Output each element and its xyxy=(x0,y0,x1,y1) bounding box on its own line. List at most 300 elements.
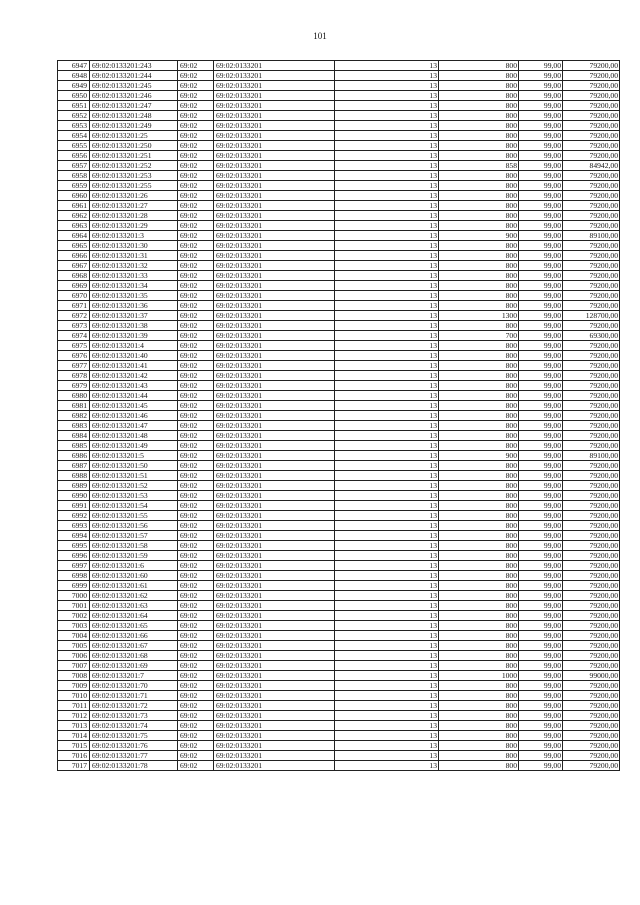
row-number-cell: 6966 xyxy=(58,251,90,261)
row-number-cell: 6993 xyxy=(58,521,90,531)
district-code-cell: 69:02 xyxy=(178,261,214,271)
table-row xyxy=(58,441,620,451)
district-code-cell: 69:02 xyxy=(178,361,214,371)
quarter-number-cell: 69:02:0133201 xyxy=(214,751,335,761)
cadastral-number-cell: 69:02:0133201:5 xyxy=(90,451,178,461)
area-cell: 1300 xyxy=(439,311,519,321)
area-cell: 800 xyxy=(439,301,519,311)
cadastral-number-cell: 69:02:0133201:64 xyxy=(90,611,178,621)
table-row xyxy=(58,101,620,111)
table-row xyxy=(58,91,620,101)
quarter-number-cell: 69:02:0133201 xyxy=(214,641,335,651)
quarter-number-cell: 69:02:0133201 xyxy=(214,441,335,451)
total-value-cell: 79200,00 xyxy=(563,211,620,221)
unit-value-cell: 99,00 xyxy=(519,91,563,101)
total-value-cell: 79200,00 xyxy=(563,121,620,131)
category-code-cell: 13 xyxy=(335,701,439,711)
table-row xyxy=(58,401,620,411)
table-row xyxy=(58,141,620,151)
unit-value-cell: 99,00 xyxy=(519,741,563,751)
quarter-number-cell: 69:02:0133201 xyxy=(214,411,335,421)
quarter-number-cell: 69:02:0133201 xyxy=(214,431,335,441)
district-code-cell: 69:02 xyxy=(178,631,214,641)
category-code-cell: 13 xyxy=(335,601,439,611)
total-value-cell: 79200,00 xyxy=(563,691,620,701)
table-row xyxy=(58,661,620,671)
table-row xyxy=(58,111,620,121)
total-value-cell: 79200,00 xyxy=(563,351,620,361)
district-code-cell: 69:02 xyxy=(178,301,214,311)
district-code-cell: 69:02 xyxy=(178,461,214,471)
unit-value-cell: 99,00 xyxy=(519,751,563,761)
unit-value-cell: 99,00 xyxy=(519,71,563,81)
row-number-cell: 6964 xyxy=(58,231,90,241)
unit-value-cell: 99,00 xyxy=(519,691,563,701)
unit-value-cell: 99,00 xyxy=(519,61,563,71)
quarter-number-cell: 69:02:0133201 xyxy=(214,551,335,561)
district-code-cell: 69:02 xyxy=(178,731,214,741)
row-number-cell: 7011 xyxy=(58,701,90,711)
row-number-cell: 6954 xyxy=(58,131,90,141)
unit-value-cell: 99,00 xyxy=(519,111,563,121)
row-number-cell: 6991 xyxy=(58,501,90,511)
row-number-cell: 6990 xyxy=(58,491,90,501)
table-row xyxy=(58,261,620,271)
row-number-cell: 7014 xyxy=(58,731,90,741)
unit-value-cell: 99,00 xyxy=(519,371,563,381)
table-row xyxy=(58,691,620,701)
district-code-cell: 69:02 xyxy=(178,441,214,451)
quarter-number-cell: 69:02:0133201 xyxy=(214,621,335,631)
unit-value-cell: 99,00 xyxy=(519,231,563,241)
category-code-cell: 13 xyxy=(335,91,439,101)
quarter-number-cell: 69:02:0133201 xyxy=(214,601,335,611)
category-code-cell: 13 xyxy=(335,101,439,111)
category-code-cell: 13 xyxy=(335,531,439,541)
area-cell: 800 xyxy=(439,681,519,691)
area-cell: 800 xyxy=(439,741,519,751)
total-value-cell: 79200,00 xyxy=(563,501,620,511)
quarter-number-cell: 69:02:0133201 xyxy=(214,731,335,741)
district-code-cell: 69:02 xyxy=(178,641,214,651)
cadastral-number-cell: 69:02:0133201:3 xyxy=(90,231,178,241)
district-code-cell: 69:02 xyxy=(178,591,214,601)
quarter-number-cell: 69:02:0133201 xyxy=(214,741,335,751)
cadastral-number-cell: 69:02:0133201:252 xyxy=(90,161,178,171)
category-code-cell: 13 xyxy=(335,641,439,651)
row-number-cell: 7000 xyxy=(58,591,90,601)
unit-value-cell: 99,00 xyxy=(519,261,563,271)
unit-value-cell: 99,00 xyxy=(519,561,563,571)
total-value-cell: 79200,00 xyxy=(563,531,620,541)
row-number-cell: 6983 xyxy=(58,421,90,431)
unit-value-cell: 99,00 xyxy=(519,711,563,721)
table-row xyxy=(58,461,620,471)
total-value-cell: 79200,00 xyxy=(563,761,620,771)
total-value-cell: 79200,00 xyxy=(563,681,620,691)
total-value-cell: 79200,00 xyxy=(563,421,620,431)
row-number-cell: 6960 xyxy=(58,191,90,201)
table-row xyxy=(58,751,620,761)
total-value-cell: 79200,00 xyxy=(563,81,620,91)
category-code-cell: 13 xyxy=(335,651,439,661)
total-value-cell: 79200,00 xyxy=(563,411,620,421)
quarter-number-cell: 69:02:0133201 xyxy=(214,491,335,501)
unit-value-cell: 99,00 xyxy=(519,81,563,91)
area-cell: 800 xyxy=(439,71,519,81)
district-code-cell: 69:02 xyxy=(178,551,214,561)
table-row xyxy=(58,321,620,331)
row-number-cell: 6955 xyxy=(58,141,90,151)
table-row xyxy=(58,61,620,71)
area-cell: 800 xyxy=(439,461,519,471)
quarter-number-cell: 69:02:0133201 xyxy=(214,301,335,311)
category-code-cell: 13 xyxy=(335,251,439,261)
unit-value-cell: 99,00 xyxy=(519,311,563,321)
district-code-cell: 69:02 xyxy=(178,651,214,661)
cadastral-number-cell: 69:02:0133201:69 xyxy=(90,661,178,671)
unit-value-cell: 99,00 xyxy=(519,471,563,481)
total-value-cell: 79200,00 xyxy=(563,541,620,551)
table-row xyxy=(58,151,620,161)
quarter-number-cell: 69:02:0133201 xyxy=(214,691,335,701)
category-code-cell: 13 xyxy=(335,241,439,251)
district-code-cell: 69:02 xyxy=(178,191,214,201)
cadastral-number-cell: 69:02:0133201:57 xyxy=(90,531,178,541)
area-cell: 800 xyxy=(439,361,519,371)
category-code-cell: 13 xyxy=(335,751,439,761)
quarter-number-cell: 69:02:0133201 xyxy=(214,361,335,371)
cadastral-number-cell: 69:02:0133201:42 xyxy=(90,371,178,381)
row-number-cell: 6963 xyxy=(58,221,90,231)
category-code-cell: 13 xyxy=(335,721,439,731)
category-code-cell: 13 xyxy=(335,131,439,141)
quarter-number-cell: 69:02:0133201 xyxy=(214,61,335,71)
unit-value-cell: 99,00 xyxy=(519,241,563,251)
total-value-cell: 79200,00 xyxy=(563,251,620,261)
table-row xyxy=(58,291,620,301)
cadastral-number-cell: 69:02:0133201:38 xyxy=(90,321,178,331)
cadastral-number-cell: 69:02:0133201:253 xyxy=(90,171,178,181)
district-code-cell: 69:02 xyxy=(178,511,214,521)
area-cell: 858 xyxy=(439,161,519,171)
row-number-cell: 6980 xyxy=(58,391,90,401)
row-number-cell: 6987 xyxy=(58,461,90,471)
row-number-cell: 6947 xyxy=(58,61,90,71)
district-code-cell: 69:02 xyxy=(178,101,214,111)
total-value-cell: 89100,00 xyxy=(563,231,620,241)
cadastral-number-cell: 69:02:0133201:75 xyxy=(90,731,178,741)
total-value-cell: 79200,00 xyxy=(563,291,620,301)
row-number-cell: 6979 xyxy=(58,381,90,391)
row-number-cell: 6953 xyxy=(58,121,90,131)
row-number-cell: 6971 xyxy=(58,301,90,311)
category-code-cell: 13 xyxy=(335,61,439,71)
table-row xyxy=(58,471,620,481)
table-row xyxy=(58,271,620,281)
cadastral-number-cell: 69:02:0133201:250 xyxy=(90,141,178,151)
cadastral-number-cell: 69:02:0133201:36 xyxy=(90,301,178,311)
district-code-cell: 69:02 xyxy=(178,481,214,491)
cadastral-number-cell: 69:02:0133201:25 xyxy=(90,131,178,141)
row-number-cell: 6957 xyxy=(58,161,90,171)
category-code-cell: 13 xyxy=(335,551,439,561)
area-cell: 800 xyxy=(439,421,519,431)
district-code-cell: 69:02 xyxy=(178,381,214,391)
table-row xyxy=(58,381,620,391)
category-code-cell: 13 xyxy=(335,471,439,481)
total-value-cell: 79200,00 xyxy=(563,341,620,351)
district-code-cell: 69:02 xyxy=(178,151,214,161)
row-number-cell: 6961 xyxy=(58,201,90,211)
row-number-cell: 7001 xyxy=(58,601,90,611)
row-number-cell: 6975 xyxy=(58,341,90,351)
table-row xyxy=(58,251,620,261)
quarter-number-cell: 69:02:0133201 xyxy=(214,761,335,771)
category-code-cell: 13 xyxy=(335,451,439,461)
category-code-cell: 13 xyxy=(335,141,439,151)
total-value-cell: 79200,00 xyxy=(563,651,620,661)
unit-value-cell: 99,00 xyxy=(519,211,563,221)
table-row xyxy=(58,481,620,491)
quarter-number-cell: 69:02:0133201 xyxy=(214,451,335,461)
row-number-cell: 6995 xyxy=(58,541,90,551)
total-value-cell: 79200,00 xyxy=(563,131,620,141)
district-code-cell: 69:02 xyxy=(178,401,214,411)
table-row xyxy=(58,601,620,611)
total-value-cell: 79200,00 xyxy=(563,581,620,591)
quarter-number-cell: 69:02:0133201 xyxy=(214,381,335,391)
table-row xyxy=(58,581,620,591)
category-code-cell: 13 xyxy=(335,611,439,621)
quarter-number-cell: 69:02:0133201 xyxy=(214,541,335,551)
row-number-cell: 6981 xyxy=(58,401,90,411)
cadastral-number-cell: 69:02:0133201:44 xyxy=(90,391,178,401)
unit-value-cell: 99,00 xyxy=(519,521,563,531)
row-number-cell: 7012 xyxy=(58,711,90,721)
quarter-number-cell: 69:02:0133201 xyxy=(214,211,335,221)
area-cell: 800 xyxy=(439,561,519,571)
unit-value-cell: 99,00 xyxy=(519,351,563,361)
cadastral-number-cell: 69:02:0133201:26 xyxy=(90,191,178,201)
category-code-cell: 13 xyxy=(335,761,439,771)
unit-value-cell: 99,00 xyxy=(519,481,563,491)
cadastral-number-cell: 69:02:0133201:31 xyxy=(90,251,178,261)
table-row xyxy=(58,421,620,431)
total-value-cell: 99000,00 xyxy=(563,671,620,681)
quarter-number-cell: 69:02:0133201 xyxy=(214,591,335,601)
category-code-cell: 13 xyxy=(335,461,439,471)
total-value-cell: 128700,00 xyxy=(563,311,620,321)
district-code-cell: 69:02 xyxy=(178,331,214,341)
total-value-cell: 79200,00 xyxy=(563,551,620,561)
district-code-cell: 69:02 xyxy=(178,411,214,421)
quarter-number-cell: 69:02:0133201 xyxy=(214,671,335,681)
category-code-cell: 13 xyxy=(335,231,439,241)
cadastral-number-cell: 69:02:0133201:45 xyxy=(90,401,178,411)
district-code-cell: 69:02 xyxy=(178,761,214,771)
unit-value-cell: 99,00 xyxy=(519,361,563,371)
table-row xyxy=(58,541,620,551)
row-number-cell: 7009 xyxy=(58,681,90,691)
cadastral-number-cell: 69:02:0133201:58 xyxy=(90,541,178,551)
cadastral-number-cell: 69:02:0133201:33 xyxy=(90,271,178,281)
total-value-cell: 79200,00 xyxy=(563,631,620,641)
unit-value-cell: 99,00 xyxy=(519,291,563,301)
table-row xyxy=(58,591,620,601)
total-value-cell: 79200,00 xyxy=(563,391,620,401)
table-row xyxy=(58,241,620,251)
category-code-cell: 13 xyxy=(335,271,439,281)
area-cell: 800 xyxy=(439,341,519,351)
quarter-number-cell: 69:02:0133201 xyxy=(214,581,335,591)
district-code-cell: 69:02 xyxy=(178,491,214,501)
area-cell: 800 xyxy=(439,761,519,771)
quarter-number-cell: 69:02:0133201 xyxy=(214,461,335,471)
table-row xyxy=(58,531,620,541)
area-cell: 800 xyxy=(439,711,519,721)
unit-value-cell: 99,00 xyxy=(519,511,563,521)
unit-value-cell: 99,00 xyxy=(519,571,563,581)
row-number-cell: 6974 xyxy=(58,331,90,341)
unit-value-cell: 99,00 xyxy=(519,621,563,631)
cadastral-number-cell: 69:02:0133201:40 xyxy=(90,351,178,361)
unit-value-cell: 99,00 xyxy=(519,581,563,591)
table-row xyxy=(58,681,620,691)
area-cell: 800 xyxy=(439,701,519,711)
district-code-cell: 69:02 xyxy=(178,581,214,591)
area-cell: 800 xyxy=(439,291,519,301)
table-row xyxy=(58,721,620,731)
cadastral-number-cell: 69:02:0133201:70 xyxy=(90,681,178,691)
area-cell: 800 xyxy=(439,551,519,561)
district-code-cell: 69:02 xyxy=(178,311,214,321)
table-row xyxy=(58,621,620,631)
cadastral-number-cell: 69:02:0133201:255 xyxy=(90,181,178,191)
unit-value-cell: 99,00 xyxy=(519,101,563,111)
cadastral-number-cell: 69:02:0133201:72 xyxy=(90,701,178,711)
district-code-cell: 69:02 xyxy=(178,541,214,551)
area-cell: 800 xyxy=(439,91,519,101)
unit-value-cell: 99,00 xyxy=(519,661,563,671)
total-value-cell: 79200,00 xyxy=(563,441,620,451)
row-number-cell: 6978 xyxy=(58,371,90,381)
district-code-cell: 69:02 xyxy=(178,741,214,751)
category-code-cell: 13 xyxy=(335,591,439,601)
category-code-cell: 13 xyxy=(335,301,439,311)
district-code-cell: 69:02 xyxy=(178,111,214,121)
total-value-cell: 79200,00 xyxy=(563,101,620,111)
row-number-cell: 7016 xyxy=(58,751,90,761)
unit-value-cell: 99,00 xyxy=(519,721,563,731)
area-cell: 800 xyxy=(439,521,519,531)
district-code-cell: 69:02 xyxy=(178,211,214,221)
district-code-cell: 69:02 xyxy=(178,181,214,191)
area-cell: 800 xyxy=(439,641,519,651)
category-code-cell: 13 xyxy=(335,331,439,341)
quarter-number-cell: 69:02:0133201 xyxy=(214,81,335,91)
unit-value-cell: 99,00 xyxy=(519,641,563,651)
area-cell: 800 xyxy=(439,621,519,631)
unit-value-cell: 99,00 xyxy=(519,631,563,641)
row-number-cell: 7006 xyxy=(58,651,90,661)
area-cell: 800 xyxy=(439,661,519,671)
unit-value-cell: 99,00 xyxy=(519,131,563,141)
cadastral-number-cell: 69:02:0133201:251 xyxy=(90,151,178,161)
table-row xyxy=(58,81,620,91)
total-value-cell: 79200,00 xyxy=(563,491,620,501)
total-value-cell: 79200,00 xyxy=(563,601,620,611)
category-code-cell: 13 xyxy=(335,71,439,81)
total-value-cell: 79200,00 xyxy=(563,381,620,391)
table-row xyxy=(58,521,620,531)
unit-value-cell: 99,00 xyxy=(519,341,563,351)
quarter-number-cell: 69:02:0133201 xyxy=(214,91,335,101)
district-code-cell: 69:02 xyxy=(178,451,214,461)
cadastral-table-container xyxy=(57,60,618,771)
category-code-cell: 13 xyxy=(335,191,439,201)
total-value-cell: 79200,00 xyxy=(563,241,620,251)
total-value-cell: 79200,00 xyxy=(563,281,620,291)
area-cell: 800 xyxy=(439,101,519,111)
quarter-number-cell: 69:02:0133201 xyxy=(214,341,335,351)
row-number-cell: 6965 xyxy=(58,241,90,251)
district-code-cell: 69:02 xyxy=(178,751,214,761)
cadastral-number-cell: 69:02:0133201:39 xyxy=(90,331,178,341)
cadastral-number-cell: 69:02:0133201:53 xyxy=(90,491,178,501)
quarter-number-cell: 69:02:0133201 xyxy=(214,681,335,691)
total-value-cell: 79200,00 xyxy=(563,111,620,121)
area-cell: 800 xyxy=(439,721,519,731)
table-row xyxy=(58,191,620,201)
quarter-number-cell: 69:02:0133201 xyxy=(214,561,335,571)
category-code-cell: 13 xyxy=(335,401,439,411)
cadastral-number-cell: 69:02:0133201:56 xyxy=(90,521,178,531)
cadastral-number-cell: 69:02:0133201:34 xyxy=(90,281,178,291)
total-value-cell: 79200,00 xyxy=(563,591,620,601)
table-row xyxy=(58,131,620,141)
category-code-cell: 13 xyxy=(335,391,439,401)
district-code-cell: 69:02 xyxy=(178,691,214,701)
quarter-number-cell: 69:02:0133201 xyxy=(214,151,335,161)
quarter-number-cell: 69:02:0133201 xyxy=(214,141,335,151)
total-value-cell: 79200,00 xyxy=(563,321,620,331)
quarter-number-cell: 69:02:0133201 xyxy=(214,521,335,531)
table-row xyxy=(58,651,620,661)
area-cell: 800 xyxy=(439,271,519,281)
table-row xyxy=(58,341,620,351)
area-cell: 800 xyxy=(439,381,519,391)
row-number-cell: 6962 xyxy=(58,211,90,221)
row-number-cell: 6977 xyxy=(58,361,90,371)
total-value-cell: 79200,00 xyxy=(563,481,620,491)
row-number-cell: 6986 xyxy=(58,451,90,461)
district-code-cell: 69:02 xyxy=(178,321,214,331)
quarter-number-cell: 69:02:0133201 xyxy=(214,611,335,621)
district-code-cell: 69:02 xyxy=(178,221,214,231)
total-value-cell: 79200,00 xyxy=(563,571,620,581)
district-code-cell: 69:02 xyxy=(178,71,214,81)
category-code-cell: 13 xyxy=(335,491,439,501)
total-value-cell: 79200,00 xyxy=(563,741,620,751)
table-row xyxy=(58,761,620,771)
district-code-cell: 69:02 xyxy=(178,171,214,181)
total-value-cell: 79200,00 xyxy=(563,641,620,651)
district-code-cell: 69:02 xyxy=(178,681,214,691)
quarter-number-cell: 69:02:0133201 xyxy=(214,711,335,721)
total-value-cell: 79200,00 xyxy=(563,201,620,211)
district-code-cell: 69:02 xyxy=(178,531,214,541)
